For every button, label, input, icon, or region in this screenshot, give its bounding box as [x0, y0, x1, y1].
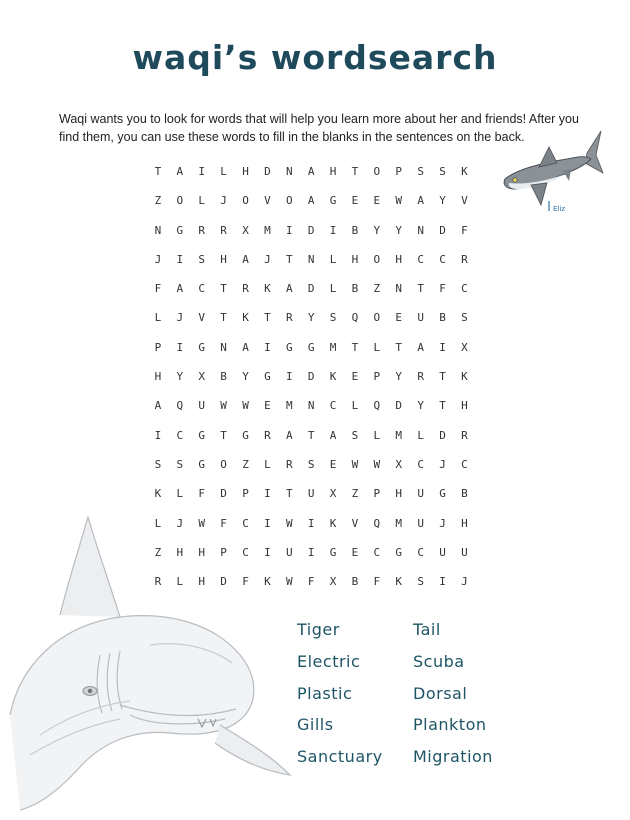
grid-letter: L — [198, 194, 206, 208]
grid-letter: S — [329, 311, 337, 325]
grid-letter: U — [198, 399, 206, 413]
grid-letter: R — [154, 575, 162, 589]
grid-letter: E — [264, 399, 271, 413]
page-title: waqi’s wordsearch — [132, 38, 498, 77]
grid-letter: I — [439, 340, 446, 354]
grid-letter: G — [198, 428, 206, 442]
grid-letter: D — [307, 282, 315, 296]
word-list-item: Sanctuary — [297, 747, 383, 767]
grid-letter: A — [285, 282, 293, 296]
grid-letter: I — [154, 428, 162, 442]
grid-letter: C — [439, 252, 446, 266]
grid-letter: M — [395, 516, 403, 530]
grid-letter: I — [264, 516, 271, 530]
grid-letter: L — [154, 311, 162, 325]
grid-letter: K — [264, 575, 271, 589]
grid-letter: A — [285, 428, 293, 442]
grid-letter: I — [176, 252, 184, 266]
grid-letter: J — [439, 457, 446, 471]
grid-letter: O — [373, 165, 381, 178]
grid-letter: O — [373, 311, 381, 325]
grid-letter: V — [198, 311, 206, 325]
word-list-item: Migration — [413, 747, 493, 767]
grid-letter: C — [242, 545, 249, 559]
grid-letter: K — [329, 516, 337, 530]
grid-letter: R — [417, 370, 424, 384]
grid-row — [147, 544, 477, 573]
grid-letter: K — [242, 311, 249, 325]
grid-letter: A — [242, 340, 249, 354]
grid-row — [147, 456, 477, 485]
word-list-item: Gills — [297, 715, 334, 735]
grid-letter: W — [351, 457, 359, 471]
grid-letter: X — [329, 487, 337, 501]
word-list-item: Plastic — [297, 683, 353, 703]
grid-letter: K — [264, 282, 271, 296]
grid-letter: B — [439, 311, 446, 325]
grid-letter: T — [220, 428, 227, 442]
grid-letter: G — [395, 545, 403, 559]
grid-letter: R — [285, 311, 293, 325]
grid-letter: D — [264, 165, 271, 178]
grid-letter: T — [307, 428, 315, 442]
word-list-left — [297, 618, 383, 777]
grid-letter: N — [417, 223, 424, 237]
grid-letter: I — [439, 575, 446, 589]
grid-letter: Y — [417, 399, 424, 413]
grid-letter: A — [176, 282, 184, 296]
grid-letter: B — [461, 487, 468, 501]
grid-letter: C — [198, 282, 206, 296]
grid-letter: N — [285, 165, 293, 178]
grid-letter: H — [329, 165, 337, 178]
grid-letter: T — [220, 311, 227, 325]
grid-letter: I — [285, 370, 293, 384]
grid-row — [147, 397, 477, 426]
grid-letter: M — [264, 223, 271, 237]
grid-letter: L — [176, 487, 184, 501]
grid-letter: U — [439, 545, 446, 559]
grid-letter: T — [285, 487, 293, 501]
grid-letter: K — [461, 370, 468, 384]
grid-letter: G — [198, 340, 206, 354]
grid-letter: R — [285, 457, 293, 471]
word-list-item: Tiger — [297, 620, 340, 639]
grid-letter: P — [242, 487, 249, 501]
grid-letter: N — [395, 282, 403, 296]
grid-letter: U — [461, 545, 468, 559]
grid-row — [147, 192, 477, 221]
grid-row — [147, 368, 477, 397]
intro-paragraph: Waqi wants you to look for words that will help you learn more about her and friends! After you find them, you can use these words to fill in the blanks in the sentences on the back. — [59, 112, 579, 144]
grid-letter: C — [461, 282, 468, 296]
grid-letter: G — [176, 223, 184, 237]
grid-letter: J — [154, 252, 162, 266]
grid-letter: O — [373, 252, 381, 266]
grid-letter: L — [154, 516, 162, 530]
grid-letter: W — [373, 457, 381, 471]
grid-row — [147, 251, 477, 280]
svg-text:Eliz: Eliz — [553, 205, 565, 213]
grid-letter: F — [198, 487, 206, 501]
grid-letter: F — [439, 282, 446, 296]
grid-letter: T — [417, 282, 424, 296]
grid-letter: G — [307, 340, 315, 354]
grid-letter: Z — [351, 487, 359, 501]
grid-letter: A — [417, 194, 424, 208]
grid-letter: L — [176, 575, 184, 589]
grid-letter: S — [417, 165, 424, 178]
grid-letter: H — [395, 487, 403, 501]
word-list-item: Scuba — [413, 651, 465, 671]
wordsearch-grid — [147, 163, 477, 602]
grid-letter: L — [329, 252, 337, 266]
grid-letter: X — [395, 457, 403, 471]
grid-letter: I — [329, 223, 337, 237]
grid-letter: C — [417, 252, 424, 266]
grid-letter: P — [373, 487, 381, 501]
grid-letter: A — [307, 165, 315, 178]
grid-letter: O — [242, 194, 249, 208]
grid-letter: A — [417, 340, 424, 354]
grid-letter: P — [220, 545, 227, 559]
small-shark-illustration — [497, 125, 607, 222]
grid-row — [147, 339, 477, 368]
grid-letter: H — [154, 370, 162, 384]
grid-letter: Q — [373, 399, 381, 413]
grid-row — [147, 485, 477, 514]
grid-letter: E — [351, 370, 359, 384]
grid-letter: R — [242, 282, 249, 296]
grid-letter: I — [285, 223, 293, 237]
grid-letter: T — [351, 340, 359, 354]
grid-letter: I — [307, 516, 315, 530]
grid-letter: W — [285, 575, 293, 589]
grid-letter: R — [461, 428, 468, 442]
grid-letter: I — [307, 545, 315, 559]
grid-letter: S — [439, 165, 446, 178]
grid-letter: C — [417, 457, 424, 471]
grid-letter: P — [395, 165, 403, 178]
grid-letter: I — [264, 545, 271, 559]
grid-letter: N — [307, 252, 315, 266]
grid-letter: R — [264, 428, 271, 442]
grid-letter: F — [373, 575, 381, 589]
grid-letter: R — [220, 223, 227, 237]
grid-letter: R — [198, 223, 206, 237]
grid-letter: Y — [373, 223, 381, 237]
grid-letter: U — [307, 487, 315, 501]
grid-letter: T — [220, 282, 227, 296]
grid-letter: S — [351, 428, 359, 442]
grid-letter: X — [242, 223, 249, 237]
grid-letter: G — [264, 370, 271, 384]
grid-letter: P — [154, 340, 162, 354]
grid-letter: T — [285, 252, 293, 266]
grid-letter: A — [307, 194, 315, 208]
grid-letter: Y — [176, 370, 184, 384]
grid-letter: M — [395, 428, 403, 442]
grid-letter: H — [461, 399, 468, 413]
grid-letter: C — [329, 399, 337, 413]
grid-letter: O — [285, 194, 293, 208]
grid-letter: T — [264, 311, 271, 325]
grid-letter: D — [307, 223, 315, 237]
grid-letter: D — [220, 487, 227, 501]
grid-letter: B — [220, 370, 227, 384]
grid-letter: T — [439, 370, 446, 384]
grid-letter: G — [242, 428, 249, 442]
grid-letter: D — [395, 399, 403, 413]
grid-letter: J — [264, 252, 271, 266]
grid-letter: W — [242, 399, 249, 413]
grid-letter: Y — [307, 311, 315, 325]
grid-letter: H — [198, 575, 206, 589]
grid-letter: N — [307, 399, 315, 413]
grid-letter: L — [264, 457, 271, 471]
grid-letter: G — [329, 194, 337, 208]
grid-letter: A — [242, 252, 249, 266]
grid-letter: A — [176, 165, 184, 178]
grid-letter: H — [351, 252, 359, 266]
grid-letter: L — [351, 399, 359, 413]
grid-letter: E — [351, 545, 359, 559]
grid-row — [147, 163, 477, 192]
grid-letter: U — [417, 487, 424, 501]
grid-letter: B — [351, 575, 359, 589]
grid-letter: Z — [242, 457, 249, 471]
grid-letter: W — [198, 516, 206, 530]
grid-letter: F — [154, 282, 162, 296]
grid-letter: J — [220, 194, 227, 208]
grid-letter: N — [154, 223, 162, 237]
grid-row — [147, 573, 477, 602]
grid-letter: T — [351, 165, 359, 178]
grid-letter: G — [198, 457, 206, 471]
grid-row — [147, 427, 477, 456]
grid-letter: Y — [242, 370, 249, 384]
grid-row — [147, 515, 477, 544]
grid-letter: K — [395, 575, 403, 589]
grid-letter: L — [220, 165, 227, 178]
grid-letter: U — [285, 545, 293, 559]
grid-row — [147, 222, 477, 251]
grid-letter: M — [329, 340, 337, 354]
grid-letter: G — [439, 487, 446, 501]
grid-letter: H — [395, 252, 403, 266]
grid-letter: H — [198, 545, 206, 559]
grid-letter: T — [439, 399, 446, 413]
grid-letter: C — [176, 428, 184, 442]
grid-letter: Z — [373, 282, 381, 296]
grid-letter: W — [220, 399, 227, 413]
grid-letter: Z — [154, 545, 162, 559]
word-list-item: Tail — [413, 620, 441, 639]
grid-letter: I — [176, 340, 184, 354]
grid-letter: F — [220, 516, 227, 530]
grid-letter: S — [461, 311, 468, 325]
grid-letter: F — [461, 223, 468, 237]
grid-letter: E — [351, 194, 359, 208]
grid-letter: C — [373, 545, 381, 559]
word-list-item: Plankton — [413, 715, 487, 735]
grid-letter: L — [373, 340, 381, 354]
grid-letter: D — [220, 575, 227, 589]
grid-letter: K — [154, 487, 162, 501]
word-list-item: Dorsal — [413, 683, 468, 703]
grid-letter: F — [307, 575, 315, 589]
grid-letter: L — [417, 428, 424, 442]
grid-letter: J — [461, 575, 468, 589]
grid-letter: S — [198, 252, 206, 266]
grid-letter: F — [242, 575, 249, 589]
grid-letter: J — [176, 516, 184, 530]
grid-letter: T — [395, 340, 403, 354]
grid-letter: V — [351, 516, 359, 530]
grid-letter: J — [439, 516, 446, 530]
grid-letter: W — [395, 194, 403, 208]
grid-letter: G — [285, 340, 293, 354]
grid-letter: Z — [154, 194, 162, 208]
grid-letter: L — [373, 428, 381, 442]
grid-letter: K — [329, 370, 337, 384]
grid-letter: C — [461, 457, 468, 471]
grid-letter: U — [417, 311, 424, 325]
grid-letter: G — [329, 545, 337, 559]
grid-letter: U — [417, 516, 424, 530]
grid-letter: E — [329, 457, 337, 471]
grid-letter: E — [373, 194, 381, 208]
grid-letter: T — [154, 165, 162, 178]
grid-letter: D — [439, 428, 446, 442]
grid-letter: M — [285, 399, 293, 413]
grid-letter: N — [220, 340, 227, 354]
grid-row — [147, 309, 477, 338]
grid-letter: H — [461, 516, 468, 530]
grid-letter: Y — [439, 194, 446, 208]
grid-letter: S — [417, 575, 424, 589]
grid-letter: A — [329, 428, 337, 442]
grid-letter: Q — [373, 516, 381, 530]
grid-letter: R — [461, 252, 468, 266]
grid-letter: H — [220, 252, 227, 266]
grid-letter: X — [198, 370, 206, 384]
grid-letter: J — [176, 311, 184, 325]
word-list-item: Electric — [297, 651, 361, 671]
grid-letter: H — [176, 545, 184, 559]
grid-row — [147, 280, 477, 309]
word-list-right — [413, 618, 493, 777]
grid-letter: A — [154, 399, 162, 413]
grid-letter: S — [176, 457, 184, 471]
grid-letter: K — [461, 165, 468, 178]
grid-letter: X — [461, 340, 468, 354]
grid-letter: E — [395, 311, 403, 325]
grid-letter: L — [329, 282, 337, 296]
grid-letter: X — [329, 575, 337, 589]
grid-letter: B — [351, 223, 359, 237]
grid-letter: Y — [395, 223, 403, 237]
grid-letter: I — [264, 340, 271, 354]
grid-letter: D — [307, 370, 315, 384]
grid-letter: B — [351, 282, 359, 296]
grid-letter: O — [176, 194, 184, 208]
grid-letter: S — [307, 457, 315, 471]
grid-letter: I — [264, 487, 271, 501]
grid-letter: Q — [351, 311, 359, 325]
grid-letter: W — [285, 516, 293, 530]
grid-letter: C — [417, 545, 424, 559]
grid-letter: S — [154, 457, 162, 471]
grid-letter: C — [242, 516, 249, 530]
grid-letter: V — [264, 194, 271, 208]
grid-letter: H — [242, 165, 249, 178]
grid-letter: P — [373, 370, 381, 384]
grid-letter: D — [439, 223, 446, 237]
grid-letter: V — [461, 194, 468, 208]
grid-letter: Y — [395, 370, 403, 384]
grid-letter: Q — [176, 399, 184, 413]
grid-letter: O — [220, 457, 227, 471]
grid-letter: I — [198, 165, 206, 178]
